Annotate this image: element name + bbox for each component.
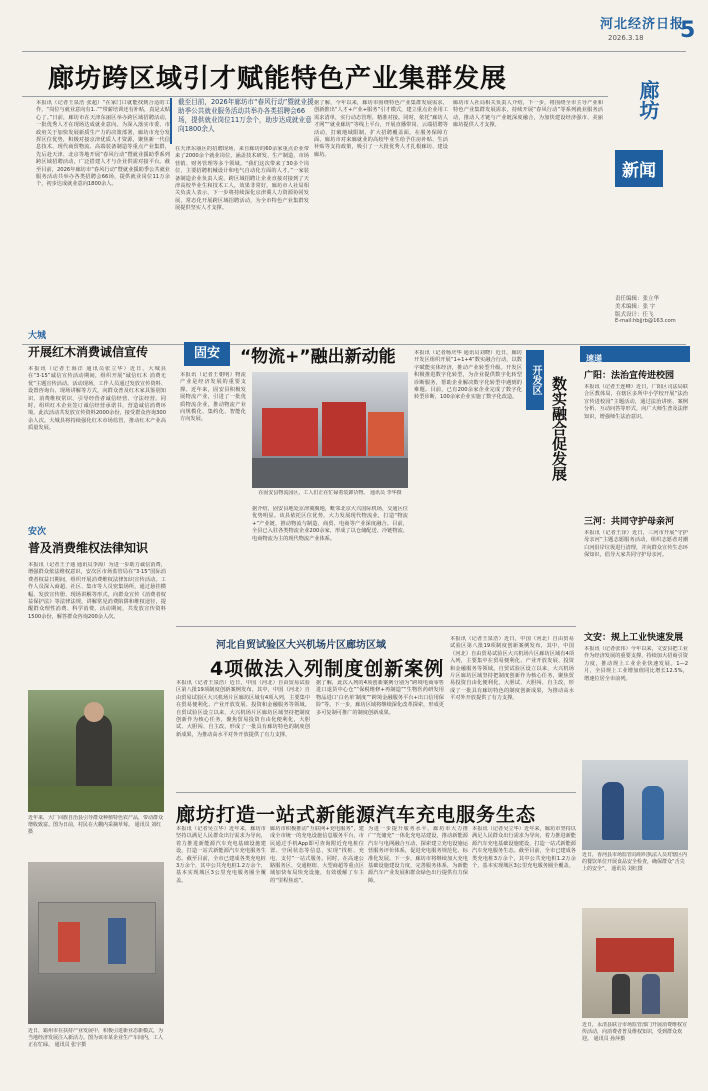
lead-text: 截至目前，2026年廊坊市“春风行动”暨就业援助季公共就业服务活动共举办各类招聘会66场，提供就业岗位11万余个，助步达成就业意向1800余人 — [178, 98, 314, 133]
guan-title: “物流+”融出新动能 — [240, 347, 396, 367]
photo-logistics — [252, 372, 408, 488]
sudi-item-2-title: 三河：共同守护母亲河 — [584, 517, 675, 527]
dacheng-place: 大城 — [28, 331, 47, 341]
photo-consumer — [582, 908, 688, 1018]
anci-place: 安次 — [28, 527, 47, 537]
sudi-item-1 — [584, 368, 688, 512]
story3-col4: 本报讯（记者吴立华）近年来，廊坊市坚持以满足人民群众出行需求为导向，着力推进新能源汽车充电基础设施建设，打造一站式新能源汽车充电服务生态。截至目前，全市已建成各类充电桩3万余个，其中公共充电桩1.2万余个，基本实现城区3公里充电服务圈全覆盖。 — [472, 826, 576, 870]
photo-inspection-caption: 近日，香河县市场监管局组织执法人员对辖区内的餐饮单位开展食品安全检查，确保群众“舌尖上的安全”。 通讯员 刘红摄 — [582, 852, 688, 872]
story2-col3: 本报讯（记者王泉浩）近日，中国（河北）自由贸易试验区第八批19项制度创新案例发布，其中，中国（河北）自由贸易试验区大兴机场片区廊坊区域有4项入列，主要集中在贸易便利化、产业开放发展、投资和金融服务等领域。自贸试验区设立以来，大兴机场片区廊坊区域坚持把制度创新作为核心任务，聚焦贸易投资自由化便利化，大胆试、大胆闯、自主改，形成了一批具有廊坊特色的制度创新成果，为推动高水平对外开放提供了有力支撑。 — [450, 636, 574, 702]
section-label — [615, 70, 676, 332]
sudi-item-3-title: 文安：规上工业快速发展 — [584, 633, 684, 643]
section-title-bottom: 新闻 — [615, 150, 663, 187]
photo-factory-caption: 近日，霸州市在扶持产业发展中，积极引进新业态新模式，为当地经济发展注入新活力。图为该市某企业生产车间内，工人正在忙碌。 通讯员 张宇摄 — [28, 1028, 164, 1048]
masthead-logo: 河北经济日报 — [600, 17, 685, 32]
guan-body2: 据介绍，固安县地处京津冀腹地，毗邻北京大兴国际机场，交通区位优势明显。该县依托区位优势，大力发展现代物流业，打造“物流+”产业链，推动物流与制造、商贸、电商等产业深度融合。目前，全县已入驻各类物流企业200余家，形成了以仓储配送、冷链物流、电商物流为主的现代物流产业体系。 — [252, 506, 408, 542]
masthead — [0, 0, 708, 52]
story1-col4: 廊坊市人社局相关负责人介绍，下一步，将围绕全市主导产业和特色产业集群发展需求，持续开展“春风行动”等系列就业服务活动，推动人才链与产业链深度融合，为加快建设经济强市、美丽廊坊提供人才支撑。 — [453, 100, 603, 129]
photo-inspection — [582, 760, 688, 850]
editor-line-3: 版式设计：任飞 — [615, 312, 654, 318]
anci-block — [28, 524, 166, 690]
anci-title: 普及消费维权法律知识 — [28, 541, 149, 555]
story2-col2: 据了解，此次入列的4项创新案例分别为“跨境电商零售进口退货中心仓”“保税维修+再制造”“生物医药研发用物品进口‘白名单’制度”“跨境金融服务平台+出口信用保险”等。下一步，廊坊区域将继续深化改革探索，形成更多可复制可推广的制度创新成果。 — [316, 680, 444, 716]
sudi-item-3-body: 本报讯（记者张伟）今年以来，文安县把工业作为经济发展的重要支撑，持续加大招商引资力度，推动规上工业企业快速发展。1—2月，全县规上工业增加值同比增长12.5%，增速位居全市前列。 — [584, 646, 688, 682]
photo-farmer-caption: 近年来，大厂回族自治县引导群众种植特色农产品，带动群众增收致富。图为日前，村民在大棚内采摘草莓。 通讯员 刘红摄 — [28, 815, 164, 835]
banner2-sub: 河北自贸试验区大兴机场片区廊坊区域 — [216, 640, 386, 651]
photo-farmer — [28, 690, 164, 812]
story3-col2: 廊坊市积极推动“互联网+充电服务”，建成全市统一的充电设施信息服务平台，市民通过手机App即可查询附近充电桩位置、空闲状态等信息，实现“找桩、充电、支付”一站式服务。同时，在高速公路服务区、交通枢纽、大型商超等重点区域加快布局快充设施，有效缓解了车主的“里程焦虑”。 — [270, 826, 364, 884]
lead-box — [170, 98, 318, 144]
headline-1: 廊坊跨区域引才赋能特色产业集群发展 — [48, 64, 508, 94]
sudi-item-3 — [584, 630, 688, 758]
anci-body: 本报讯（记者王子通 通讯员李海）为进一步助力诚信消费，增强群众依法维权意识，安次区市场监管局在“3·15”国际消费者权益日期间，组织开展消费维权法律知识宣传活动。工作人员深入商超、社区、集市等人员密集场所，通过悬挂横幅、发放宣传册、现场讲解等形式，向群众宣传《消费者权益保护法》等法律法规，讲解常见消费陷阱和维权途径，提醒群众理性消费、科学消费。活动期间，共发放宣传资料1500余份，解答群众咨询200余人次。 — [28, 562, 166, 620]
story1-col2: 在天津东丽区的招聘现场，来自廊坊的60余家重点企业带来了2000余个就业岗位，涵盖技术研发、生产制造、市场营销、财务管理等多个领域。“我们这次带来了30多个岗位，主要招聘机械设计和电气自动化方面的人才。”一家装备制造企业负责人说，跨区域招聘让企业直接对接到了天津高校毕业生和技术工人，效果非常好。廊坊市人社局相关负责人表示，下一步将持续深化京津冀人力资源协同发展，常态化开展跨区域招聘活动，为全市特色产业集群发展提供坚实人才支撑。 — [175, 146, 309, 212]
kaifaqu-title: 数实融合促发展 — [550, 376, 568, 481]
dacheng-block — [28, 328, 166, 520]
photo-factory — [28, 862, 164, 1024]
story2-col1: 本报讯（记者王泉浩）近日，中国（河北）自由贸易试验区第八批19项制度创新案例发布，其中，中国（河北）自由贸易试验区大兴机场片区廊坊区域有4项入列，主要集中在贸易便利化、产业开放发展、投资和金融服务等领域。自贸试验区设立以来，大兴机场片区廊坊区域坚持把制度创新作为核心任务，聚焦贸易投资自由化便利化，大胆试、大胆闯、自主改，形成了一批具有廊坊特色的制度创新成果，为推动高水平对外开放提供了有力支撑。 — [176, 680, 310, 738]
photo-consumer-caption: 近日，永清县联合市场监管部门开展消费维权宣传活动，向消费者普及维权知识，受到群众欢迎。 通讯员 孙萍摄 — [582, 1022, 688, 1042]
kaifaqu-body: 本报讯（记者杨庆华 通讯员刘晓）近日，廊坊开发区组织开展“1+1+4”数实融合行动，以数字赋能实体经济，推动产业转型升级。开发区积极推进数字化转型，为企业提供数字化转型诊断服务，帮助企业解决数字化转型中遇到的难题。目前，已有200余家企业完成了数字化转型诊断，100余家企业实施了数字化改造。 — [414, 350, 522, 401]
editor-line-1: 责任编辑：张立华 — [615, 296, 660, 302]
editor-email: E-mail:hbjjrb@163.com — [615, 318, 676, 324]
section-title-top: 廊坊 — [636, 80, 660, 120]
banner2-title: 4项做法入列制度创新案例 — [210, 658, 445, 680]
photo-logistics-caption: 在固安县物流园区，工人们正在忙碌着装卸货物。 通讯员 李华摄 — [258, 490, 402, 496]
story3-col1: 本报讯（记者吴立华）近年来，廊坊市坚持以满足人民群众出行需求为导向，着力推进新能源汽车充电基础设施建设，打造一站式新能源汽车充电服务生态。截至目前，全市已建成各类充电桩3万余个，其中公共充电桩1.2万余个，基本实现城区3公里充电服务圈全覆盖。 — [176, 826, 266, 884]
guan-place-badge: 固安 — [184, 342, 230, 366]
kaifaqu-place-badge: 开发区 — [526, 350, 544, 410]
story1-col1: 本报讯（记者王泉浩 张超）“在家门口就能找到合适的工作，“岗位与就业意向有1..”“带薪培训还有补贴，真是太贴心了。”日前，廊坊市在天津东丽区举办跨区域招聘活动，一批优秀人才在现场达成就业意向。为深入落实市委、市政府关于加快发展新质生产力的决策部署，廊坊市充分发挥区位优势，积极对接京津优质人才资源，聚焦新一代信息技术、现代商贸物流、高端装备制造等重点产业集群，先后赴天津、北京等地开展“春风行动”暨就业援助季系列跨区域招聘活动，广泛搭建人才与企业供需对接平台。截至目前，2026年廊坊市“春风行动”暨就业援助季公共就业服务活动共举办各类招聘会66场，提供就业岗位11万余个，初步达成就业意向1800余人。 — [36, 100, 170, 188]
sudi-title: 速递 — [586, 354, 602, 363]
story1-col3: 据了解，今年以来，廊坊市围绕特色产业集群发展需求，创新推出“人才+产业+服务”引才模式，建立重点企业用工需求清单，实行动态管理、精准对接。同时，依托“廊坊人才网”“就业廊坊”等线上平台，开展直播带岗、云端招聘等活动，打破地域限制，扩大招聘覆盖面。在服务保障方面，廊坊市对来廊就业的高校毕业生给予住房补贴、生活补贴等支持政策，吸引了一大批优秀人才扎根廊坊、建设廊坊。 — [314, 100, 448, 158]
story3-col3: 为进一步提升服务水平，廊坊市大力推广“光储充”一体化充电站建设，推动新能源汽车与电网融合互动，探索建立充电设施运营服务评价体系，促进充电服务规范化、标准化发展。下一步，廊坊市将继续加大充电基础设施建设力度，完善服务体系，为新能源汽车产业发展和群众绿色出行提供有力保障。 — [368, 826, 468, 884]
guan-body: 本报讯（记者王朝明）物流产业是经济发展的重要支撑。近年来，固安县积极发展物流产业，引进了一批优质物流企业，推动物流产业向规模化、集约化、智能化方向发展。 — [180, 372, 246, 423]
sudi-header — [580, 346, 690, 362]
editor-line-2: 美术编辑：张 宇 — [615, 304, 656, 310]
masthead-date: 2026.3.18 — [608, 34, 644, 42]
dacheng-body: 本报讯（记者王海洋 通讯员张立华）近日，大城县在“3·15”诚信宣传活动期间，组织开展“诚信红木 消费无忧”主题宣传活动。活动现场，工作人员通过发放宣传资料、设置咨询台、现场讲解等方式，向群众普及红木家具鉴别知识、消费维权常识，引导经营者诚信经营、守法经营。同时，组织红木企业签订诚信经营承诺书，营造诚信消费环境。此次活动共发放宣传资料2000余份，接受群众咨询300余人次。大城县将持续强化红木市场监管，推动红木产业高质量发展。 — [28, 366, 166, 432]
dacheng-title: 开展红木消费诚信宣传 — [28, 345, 149, 359]
sudi-item-2 — [584, 514, 688, 628]
headline-3: 廊坊打造一站式新能源汽车充电服务生态 — [176, 804, 537, 826]
page-number: 5 — [680, 18, 696, 43]
sudi-item-2-body: 本报讯（记者王泽）近日，三河市开展“守护母亲河”主题志愿服务活动，组织志愿者对潮白河沿岸垃圾进行清理，并向群众宣传生态环保知识，倡导大家共同守护母亲河。 — [584, 530, 688, 559]
sudi-item-1-title: 广阳：法治宣传进校园 — [584, 371, 675, 381]
sudi-item-1-body: 本报讯（记者王连峰）近日，广阳区司法局联合区教体局，在辖区多所中小学校开展“法治宣传进校园”主题活动，通过法治讲座、案例分析、互动问答等形式，向广大师生普及法律知识，增强师生法治意识。 — [584, 384, 688, 420]
